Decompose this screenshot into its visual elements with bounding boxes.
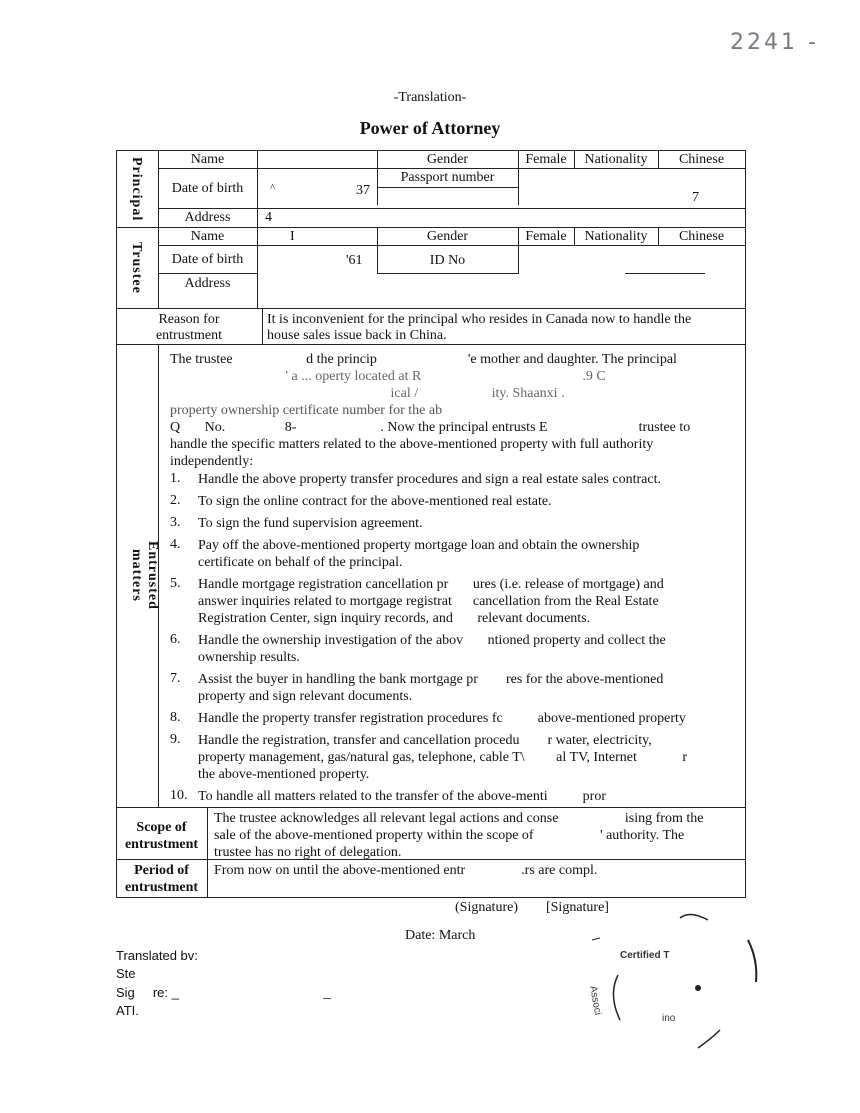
reason-text-2: house sales issue back in China. [267,328,447,343]
date-line: Date: March [405,928,476,943]
trustee-name-partial: I [290,229,295,244]
principal-nationality-label: Nationality [584,152,648,167]
matter-item-6-line-2: ownership results. [198,650,300,665]
matter-item-4-line-1: Pay off the above-mentioned property mortgage loan and obtain the ownership [198,538,640,553]
matter-number: 8. [170,710,181,725]
matters-intro-line-1: The trustee d the princip 'e mother and daughter. The principal [170,352,677,367]
matter-item-9-line-3: the above-mentioned property. [198,767,370,782]
principal-dob-label: Date of birth [171,181,244,196]
stamp-association-text: Associ [587,985,604,1016]
certification-stamp-marks [590,900,780,1070]
matter-number: 2. [170,493,181,508]
trustee-id-label: ID No [429,253,466,268]
scope-text-1: The trustee acknowledges all relevant legal actions and conse ising from the [214,811,704,826]
trustee-gender-label: Gender [426,229,469,244]
matter-item-5-line-1: Handle mortgage registration cancellation pr ures (i.e. release of mortgage) and [198,577,664,592]
matter-number: 5. [170,576,181,591]
trustee-nationality-value: Chinese [678,229,725,244]
translation-label: -Translation- [393,90,467,105]
principal-gender-label: Gender [426,152,469,167]
principal-passport-label: Passport number [400,170,495,185]
scope-label-2: entrustment [124,837,199,852]
trustee-section-label: Trustee [129,242,144,294]
matters-intro-line-2: ' a ... operty located at R .9 C [170,369,606,384]
matter-number: 4. [170,537,181,552]
matter-item-7-line-1: Assist the buyer in handling the bank mortgage pr res for the above-mentioned [198,672,664,687]
matter-number: 6. [170,632,181,647]
matters-intro-line-4: property ownership certificate number for the ab [170,403,443,418]
matter-item-4-line-2: certificate on behalf of the principal. [198,555,403,570]
document-title: Power of Attorney [359,118,501,138]
principal-passport-tail: 7 [692,190,699,205]
translated-by-label: Translated bv: [116,948,198,963]
matter-number: 3. [170,515,181,530]
matter-item-1: Handle the above property transfer procedures and sign a real estate sales contract. [198,472,661,487]
principal-nationality-value: Chinese [678,152,725,167]
trustee-nationality-label: Nationality [584,229,648,244]
matter-item-10: To handle all matters related to the transfer of the above-menti pror [198,789,606,804]
stamp-certified-text: Certified T [620,950,670,961]
trustee-name-label: Name [190,229,225,244]
scope-label-1: Scope of [136,820,187,835]
matter-number: 7. [170,671,181,686]
matter-item-9-line-2: property management, gas/natural gas, telephone, cable T\ al TV, Internet r [198,750,688,765]
principal-address-partial: 4 [265,210,272,225]
principal-section-label: Principal [129,156,144,222]
principal-name-label: Name [190,152,225,167]
matters-intro-line-6: handle the specific matters related to the above-mentioned property with full authority [170,437,654,452]
matter-item-6-line-1: Handle the ownership investigation of the abov ntioned property and collect the [198,633,666,648]
trustee-dob-label: Date of birth [171,252,244,267]
scope-text-3: trustee has no right of delegation. [214,845,402,860]
reason-label-2: entrustment [155,328,223,343]
period-label-2: entrustment [124,880,199,895]
entrusted-matters-section-label: Entrusted matters [129,540,160,610]
signature-line: (Signature) [Signature] [455,900,609,915]
matter-number: 10. [170,788,188,803]
matter-item-2: To sign the online contract for the above-mentioned real estate. [198,494,552,509]
translator-line-2: Ste [116,966,136,981]
stamp-ino-text: ino [662,1013,676,1024]
principal-dob-partial-b: 37 [356,183,370,198]
principal-gender-value: Female [525,152,567,167]
reason-text-1: It is inconvenient for the principal who resides in Canada now to handle the [267,312,692,327]
matter-item-5-line-3: Registration Center, sign inquiry records, and relevant documents. [198,611,591,626]
translator-signature-line: Sig re: _ [116,985,179,1000]
reason-label-1: Reason for [158,312,220,327]
matter-number: 9. [170,732,181,747]
principal-address-label: Address [184,210,231,225]
principal-dob-partial-a: ^ [270,182,276,194]
period-text: From now on until the above-mentioned entr .rs are compl. [214,863,598,878]
trustee-address-label: Address [184,276,231,291]
handwritten-page-number: 2241 - [730,30,819,55]
matter-item-9-line-1: Handle the registration, transfer and cancellation procedu r water, electricity, [198,733,652,748]
matter-item-7-line-2: property and sign relevant documents. [198,689,413,704]
translator-line-4: ATI. [116,1003,139,1018]
matter-item-8: Handle the property transfer registration procedures fc above-mentioned property [198,711,686,726]
matters-intro-line-7: independently: [170,454,254,469]
trustee-dob-partial: '61 [346,253,363,268]
matter-item-5-line-2: answer inquiries related to mortgage registrat cancellation from the Real Estate [198,594,659,609]
matter-number: 1. [170,471,181,486]
scope-text-2: sale of the above-mentioned property within the scope of ' authority. The [214,828,685,843]
matters-intro-line-3: ical / ity. Shaanxi . [170,386,565,401]
matter-item-3: To sign the fund supervision agreement. [198,516,423,531]
matters-intro-line-5: Q No. 8- . Now the principal entrusts E trustee to [170,420,691,435]
period-label-1: Period of [134,863,189,878]
trustee-gender-value: Female [525,229,567,244]
